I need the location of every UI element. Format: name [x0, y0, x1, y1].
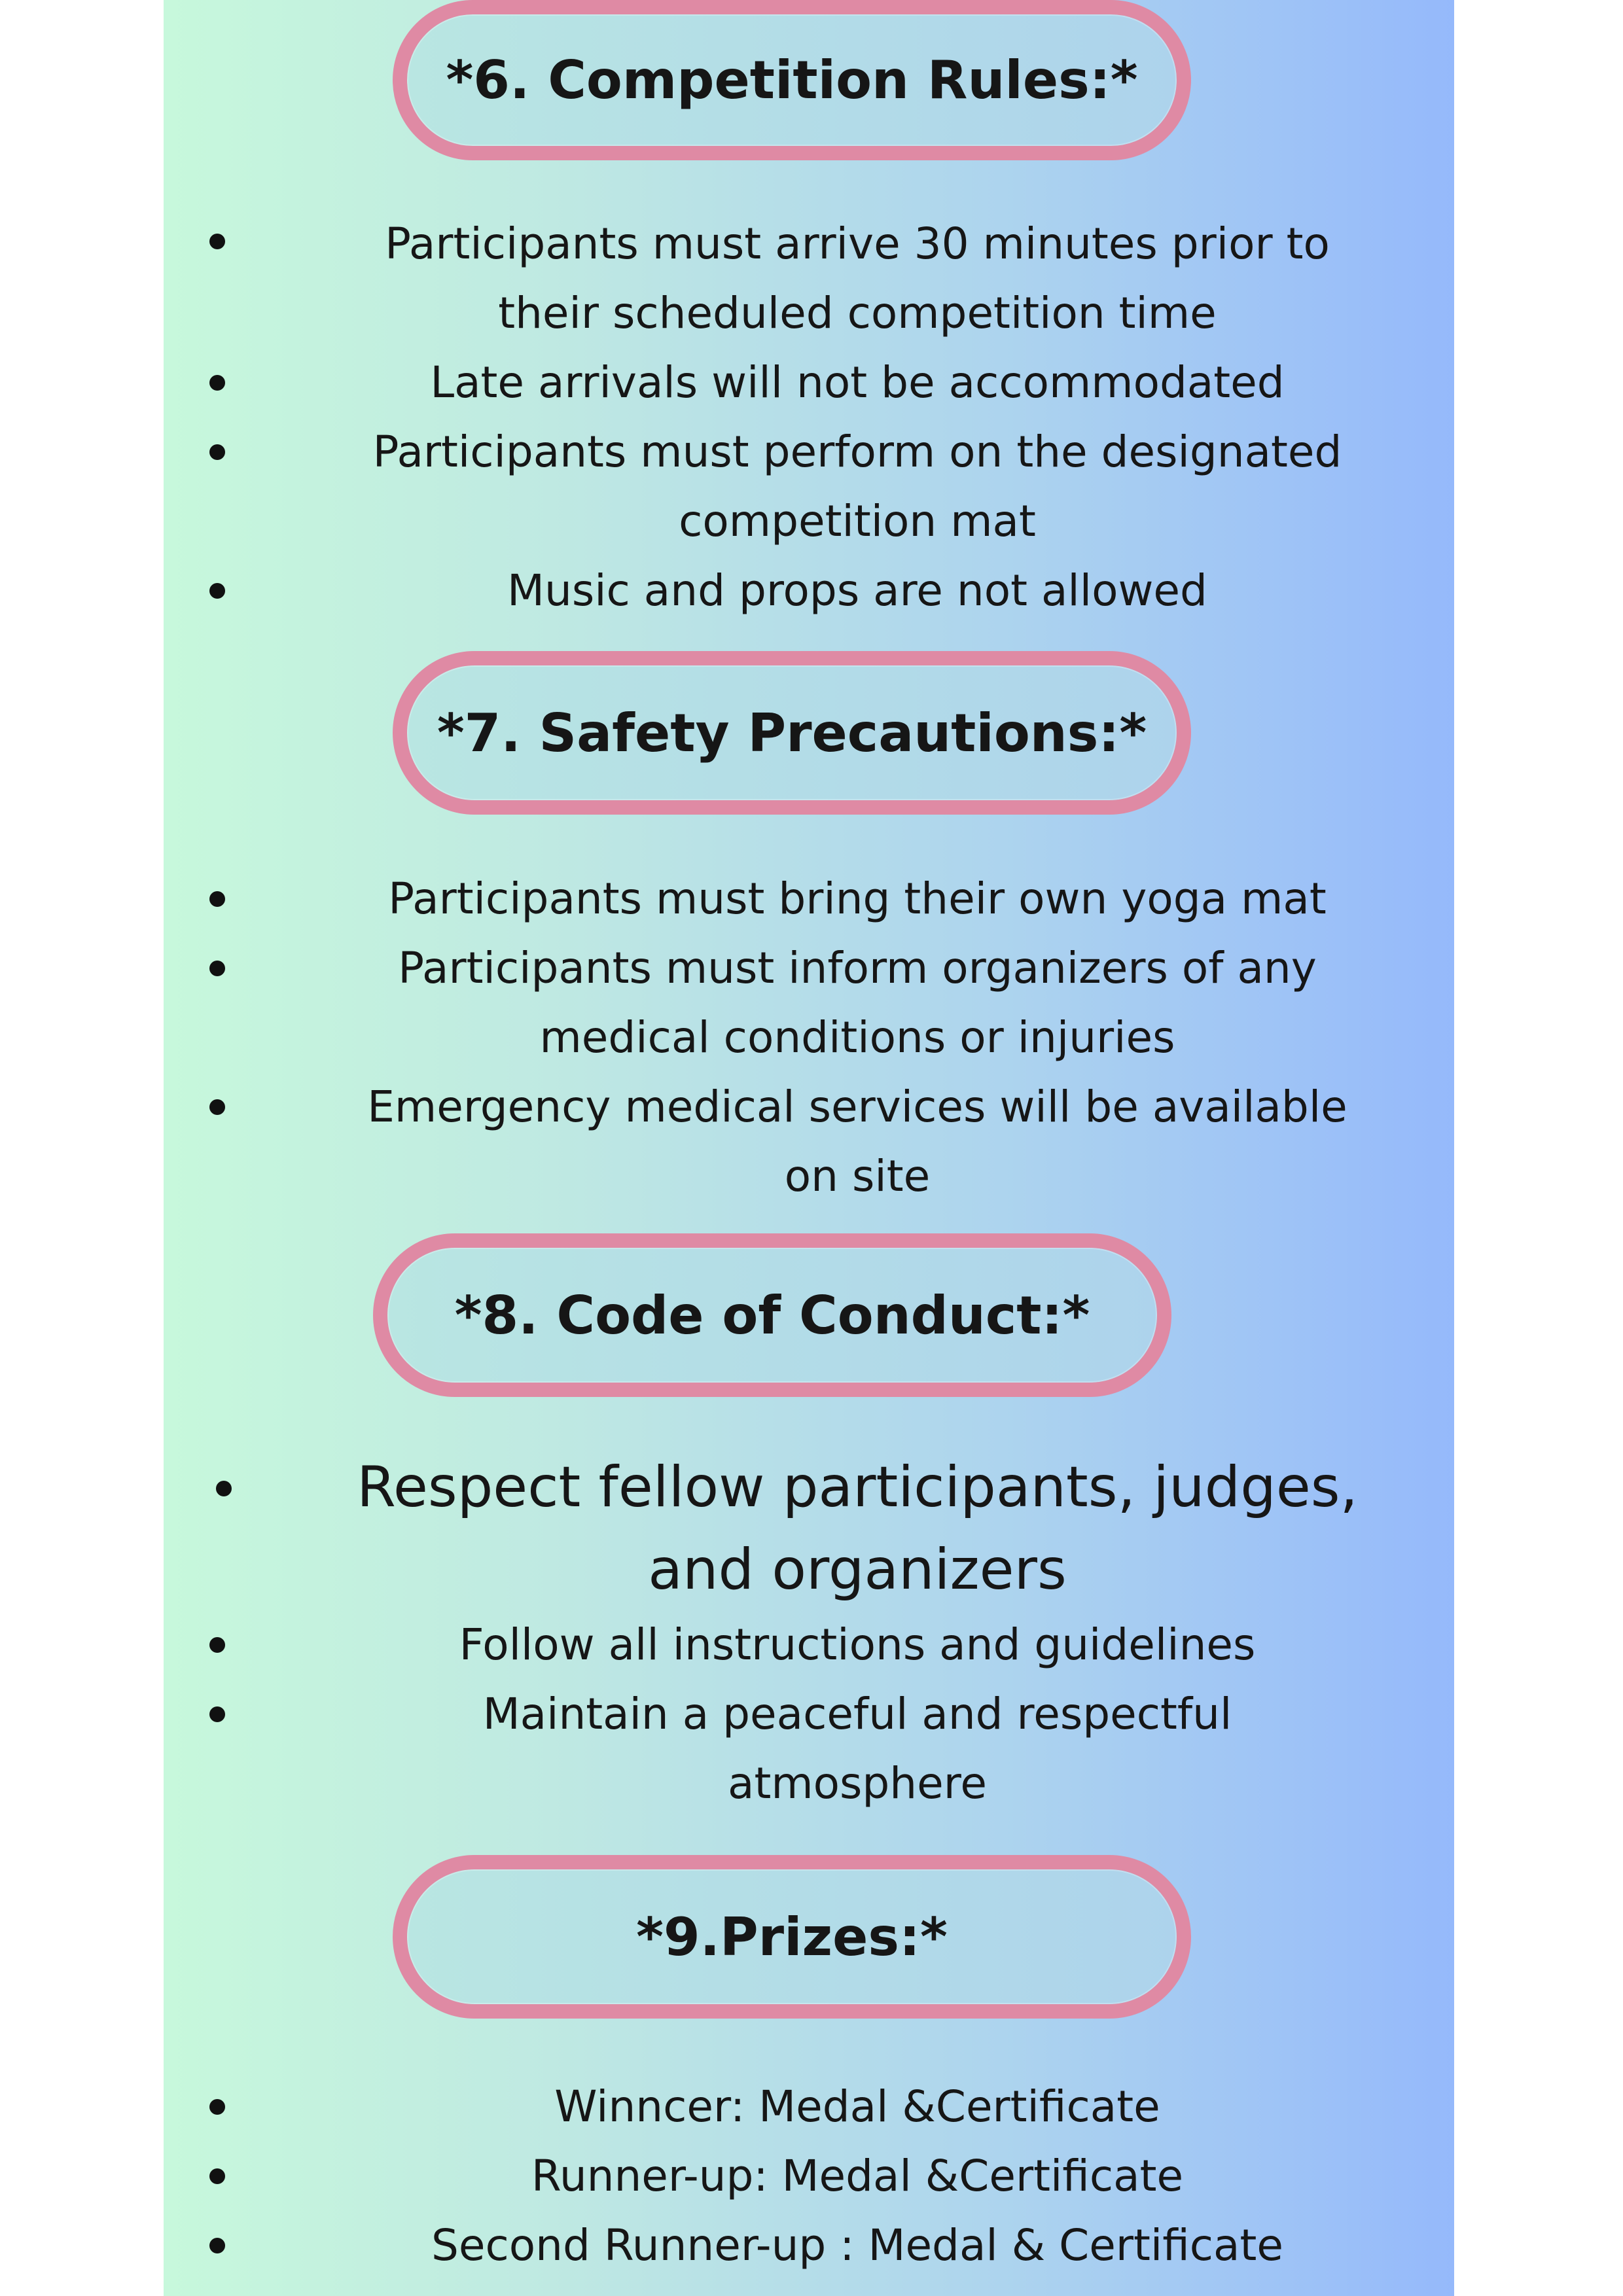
heading-text: *9.Prizes:*	[636, 1906, 948, 1968]
gradient-panel	[164, 0, 1454, 2296]
list-item-continued: and organizers	[648, 1537, 1067, 1602]
list-item: Emergency medical services will be available	[367, 1082, 1347, 1132]
list-item: Music and props are not allowed	[507, 565, 1207, 616]
bullet-icon	[209, 1099, 225, 1115]
list-item: Runner-up: Medal &Certificate	[531, 2151, 1184, 2201]
list-item: Second Runner-up : Medal & Certificate	[431, 2220, 1283, 2270]
list-item: Maintain a peaceful and respectful	[482, 1689, 1232, 1739]
bullet-icon	[209, 583, 225, 599]
list-item: Participants must bring their own yoga mat	[388, 874, 1327, 924]
bullet-icon	[209, 1637, 225, 1653]
bullet-icon	[209, 961, 225, 976]
heading-competition-rules	[393, 0, 1191, 160]
bullet-icon	[209, 444, 225, 460]
bullet-icon	[209, 234, 225, 249]
heading-safety-precautions	[393, 651, 1191, 815]
bullet-icon	[209, 375, 225, 391]
bullet-icon	[209, 1706, 225, 1722]
list-item-continued: their scheduled competition time	[498, 288, 1217, 338]
list-item-continued: competition mat	[679, 496, 1036, 546]
heading-code-of-conduct	[373, 1233, 1171, 1397]
bullet-icon	[209, 2168, 225, 2184]
bullet-icon	[209, 2238, 225, 2253]
heading-prizes	[393, 1855, 1191, 2019]
list-item: Participants must inform organizers of any	[398, 943, 1317, 993]
list-item-continued: medical conditions or injuries	[539, 1012, 1175, 1063]
bullet-icon	[209, 891, 225, 907]
heading-text: *7. Safety Precautions:*	[437, 702, 1147, 764]
list-item: Winncer: Medal &Certificate	[554, 2081, 1160, 2132]
bullet-icon	[209, 2099, 225, 2115]
heading-text: *6. Competition Rules:*	[446, 50, 1138, 111]
list-item: Late arrivals will not be accommodated	[430, 357, 1285, 408]
list-item: Respect fellow participants, judges,	[357, 1455, 1358, 1520]
bullet-icon	[216, 1481, 232, 1496]
list-item: Follow all instructions and guidelines	[459, 1619, 1256, 1670]
heading-text: *8. Code of Conduct:*	[454, 1284, 1090, 1346]
list-item-continued: on site	[784, 1151, 931, 1201]
list-item: Participants must perform on the designated	[372, 427, 1342, 477]
list-item: Participants must arrive 30 minutes prior to	[385, 219, 1330, 269]
list-item-continued: atmosphere	[728, 1758, 987, 1809]
